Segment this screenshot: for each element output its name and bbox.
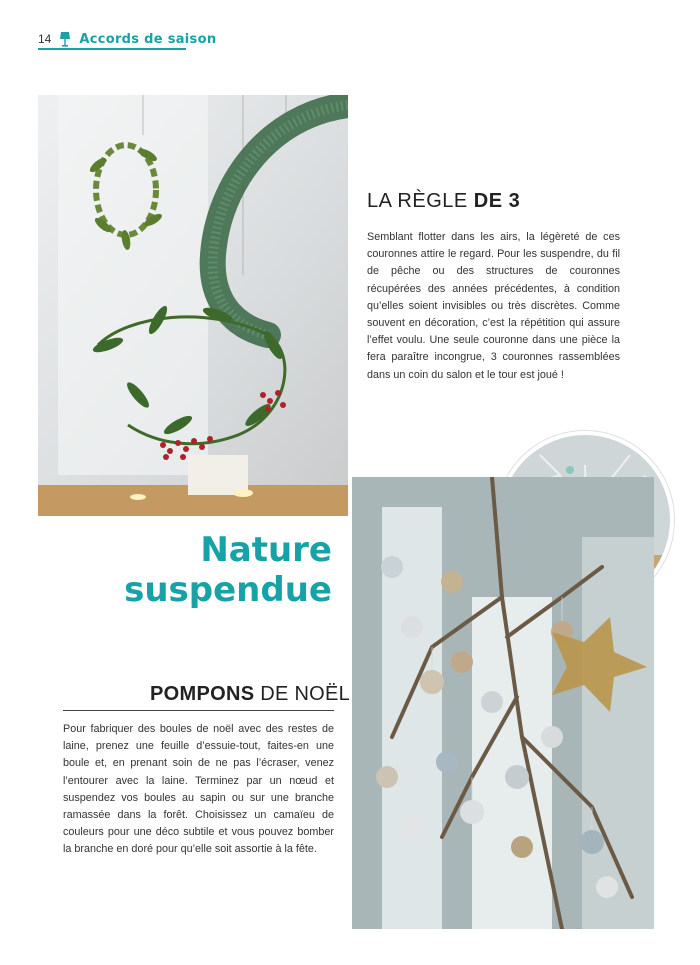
- feature-title-line2: suspendue: [124, 570, 332, 610]
- hanging-wreaths-photo: [38, 95, 348, 516]
- pompom-branch-photo: [352, 477, 654, 929]
- page-number: 14: [38, 32, 52, 46]
- feature-title-line1: Nature: [200, 530, 332, 570]
- pompons-title-bold: POMPONS: [150, 683, 255, 705]
- pompons-title-rule: [63, 710, 334, 711]
- lamp-icon: [59, 31, 71, 47]
- pompons-title-regular: DE NOËL: [254, 683, 351, 705]
- regle-title-regular: LA RÈGLE: [367, 190, 474, 212]
- pompons-body: Pour fabriquer des boules de noël avec des restes de laine, prenez une feuille d’essuie-tout, faites-en une boule et, en prenant soin de ne pas l’écraser, venez l’entourer avec la laine. Terminez par un nœud et suspendez vos boules au sapin ou sur une branche ramassée dans la forêt. Choisissez un camaïeu de couleurs pour une déco subtile et vous pouvez bomber la branche en doré pour qu’elle soit assortie à la fête.: [63, 723, 334, 856]
- regle-title-bold: DE 3: [473, 190, 521, 212]
- header-underline: [38, 48, 186, 50]
- pompons-title: [150, 683, 350, 706]
- regle-de-3-body: Semblant flotter dans les airs, la légèreté de ces couronnes attire le regard. Pour les suspendre, du fil de pêche ou des structures de couronnes récupérées des années précédentes, à condition qu’elles soient invisibles ou très discrètes. Comme souvent en décoration, c’est la répétition qui assure l’effet voulu. Une seule couronne dans une pièce la fera paraître incongrue, 3 couronnes rassemblées dans un coin du salon et le tour est joué !: [367, 231, 620, 381]
- feature-title: [100, 530, 332, 610]
- section-title: Accords de saison: [79, 31, 217, 47]
- regle-de-3-title: [367, 190, 520, 213]
- page-header: [38, 29, 216, 49]
